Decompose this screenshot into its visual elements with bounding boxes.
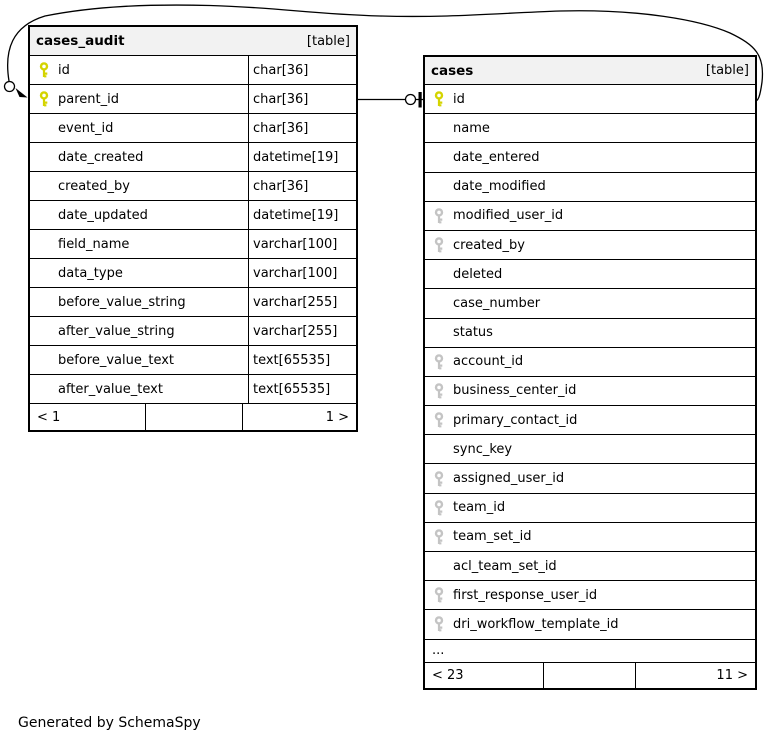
column-type: varchar[100] bbox=[248, 259, 356, 287]
column-name: date_created bbox=[58, 149, 144, 165]
column-row bbox=[425, 435, 755, 464]
column-name: ... bbox=[432, 643, 445, 659]
column-name: created_by bbox=[58, 178, 130, 194]
column-row bbox=[425, 173, 755, 202]
column-row bbox=[30, 288, 356, 317]
column-name: modified_user_id bbox=[453, 208, 564, 224]
column-name: before_value_text bbox=[58, 352, 175, 368]
column-row bbox=[30, 259, 356, 288]
column-row bbox=[425, 610, 755, 639]
foreign-key-icon bbox=[432, 471, 445, 487]
column-name-cell bbox=[30, 56, 248, 84]
column-row bbox=[425, 319, 755, 348]
column-name-cell bbox=[425, 202, 755, 230]
column-name: acl_team_set_id bbox=[453, 558, 557, 574]
table-header-cases[interactable] bbox=[425, 57, 755, 85]
column-row bbox=[30, 375, 356, 404]
column-type: varchar[100] bbox=[248, 230, 356, 258]
column-name-cell bbox=[30, 288, 248, 316]
column-type: char[36] bbox=[248, 114, 356, 142]
column-row bbox=[425, 552, 755, 581]
column-name: before_value_string bbox=[58, 294, 186, 310]
column-name: id bbox=[453, 91, 465, 107]
edge-arrow-marker bbox=[16, 88, 28, 98]
table-node-cases bbox=[423, 55, 757, 690]
table-type-badge: [table] bbox=[705, 63, 749, 78]
column-name: deleted bbox=[453, 266, 503, 282]
table-header-cases-audit[interactable] bbox=[30, 27, 356, 56]
column-name: name bbox=[453, 120, 490, 136]
column-name: account_id bbox=[453, 354, 524, 370]
column-name-cell bbox=[425, 552, 755, 580]
column-name-cell bbox=[30, 172, 248, 200]
table-node-cases-audit bbox=[28, 25, 358, 432]
column-row bbox=[425, 581, 755, 610]
column-name-cell bbox=[30, 114, 248, 142]
column-name-cell bbox=[30, 85, 248, 113]
column-name: dri_workflow_template_id bbox=[453, 616, 619, 632]
foreign-key-icon bbox=[432, 587, 445, 603]
table-footer bbox=[30, 404, 356, 430]
footer-spacer bbox=[543, 663, 636, 688]
column-name-cell bbox=[425, 319, 755, 347]
column-row bbox=[30, 56, 356, 85]
column-name-cell bbox=[425, 464, 755, 492]
column-type: text[65535] bbox=[248, 375, 356, 403]
footer-spacer bbox=[145, 404, 243, 430]
column-name: after_value_text bbox=[58, 381, 163, 397]
column-name-cell bbox=[30, 259, 248, 287]
column-row bbox=[425, 85, 755, 114]
column-name: id bbox=[58, 62, 70, 78]
column-name: date_updated bbox=[58, 207, 148, 223]
column-type: char[36] bbox=[248, 85, 356, 113]
column-row bbox=[30, 201, 356, 230]
column-name: case_number bbox=[453, 295, 541, 311]
column-row bbox=[425, 494, 755, 523]
primary-key-icon bbox=[432, 91, 445, 107]
foreign-key-icon bbox=[432, 354, 445, 370]
column-row bbox=[30, 317, 356, 346]
column-name: data_type bbox=[58, 265, 123, 281]
foreign-key-icon bbox=[432, 616, 445, 632]
column-name: date_modified bbox=[453, 179, 546, 195]
column-name: team_set_id bbox=[453, 529, 532, 545]
column-row bbox=[425, 406, 755, 435]
column-name-cell bbox=[425, 610, 755, 638]
footer-relations-out: 1 > bbox=[325, 409, 349, 425]
column-row bbox=[30, 143, 356, 172]
column-name-cell bbox=[425, 114, 755, 142]
column-row bbox=[425, 231, 755, 260]
column-name-cell bbox=[425, 581, 755, 609]
footer-relations-in: < 23 bbox=[432, 667, 464, 683]
column-row bbox=[425, 114, 755, 143]
column-name: field_name bbox=[58, 236, 130, 252]
column-row bbox=[30, 230, 356, 259]
column-row bbox=[30, 85, 356, 114]
column-name: primary_contact_id bbox=[453, 412, 578, 428]
column-name: event_id bbox=[58, 120, 114, 136]
column-name-cell bbox=[425, 85, 755, 113]
column-row bbox=[425, 377, 755, 406]
foreign-key-icon bbox=[432, 529, 445, 545]
column-row bbox=[30, 346, 356, 375]
column-type: datetime[19] bbox=[248, 143, 356, 171]
column-name-cell bbox=[425, 406, 755, 434]
footer-relations-in: < 1 bbox=[37, 409, 61, 425]
column-name-cell bbox=[425, 494, 755, 522]
column-type: varchar[255] bbox=[248, 288, 356, 316]
column-name-cell bbox=[30, 317, 248, 345]
column-name: sync_key bbox=[453, 441, 513, 457]
column-name: date_entered bbox=[453, 149, 540, 165]
column-type: varchar[255] bbox=[248, 317, 356, 345]
table-title[interactable]: cases bbox=[431, 62, 474, 79]
foreign-key-icon bbox=[432, 208, 445, 224]
column-row bbox=[425, 289, 755, 318]
column-row bbox=[30, 172, 356, 201]
column-name: assigned_user_id bbox=[453, 471, 565, 487]
column-name-cell bbox=[30, 346, 248, 374]
column-name: business_center_id bbox=[453, 383, 577, 399]
column-name-cell bbox=[425, 377, 755, 405]
footer-relations-out: 11 > bbox=[716, 667, 748, 683]
columns-ellipsis-row bbox=[425, 640, 755, 663]
column-row bbox=[30, 114, 356, 143]
edge-odot-marker-mid bbox=[406, 95, 416, 105]
column-name-cell bbox=[425, 173, 755, 201]
column-name-cell bbox=[30, 201, 248, 229]
column-name-cell bbox=[30, 143, 248, 171]
column-row bbox=[425, 523, 755, 552]
foreign-key-icon bbox=[432, 383, 445, 399]
column-row bbox=[425, 260, 755, 289]
generated-by-note: Generated by SchemaSpy bbox=[18, 715, 201, 731]
column-type: char[36] bbox=[248, 56, 356, 84]
table-footer bbox=[425, 663, 755, 688]
column-name-cell bbox=[425, 348, 755, 376]
table-type-badge: [table] bbox=[306, 33, 350, 49]
column-name-cell bbox=[30, 230, 248, 258]
column-row bbox=[425, 143, 755, 172]
column-row bbox=[425, 202, 755, 231]
foreign-key-icon bbox=[432, 500, 445, 516]
column-name: parent_id bbox=[58, 91, 119, 107]
column-type: text[65535] bbox=[248, 346, 356, 374]
column-name-cell bbox=[425, 143, 755, 171]
column-list bbox=[30, 56, 356, 404]
column-list bbox=[425, 85, 755, 663]
column-name-cell bbox=[425, 523, 755, 551]
column-type: datetime[19] bbox=[248, 201, 356, 229]
column-name: first_response_user_id bbox=[453, 587, 598, 603]
primary-key-icon bbox=[37, 91, 50, 107]
column-name-cell bbox=[425, 435, 755, 463]
column-name-cell bbox=[425, 640, 755, 662]
column-row bbox=[425, 464, 755, 493]
column-name-cell bbox=[425, 289, 755, 317]
foreign-key-icon bbox=[432, 412, 445, 428]
edge-tee-marker bbox=[419, 92, 422, 108]
column-name-cell bbox=[425, 231, 755, 259]
column-name-cell bbox=[30, 375, 248, 403]
column-type: char[36] bbox=[248, 172, 356, 200]
primary-key-icon bbox=[37, 62, 50, 78]
column-name: after_value_string bbox=[58, 323, 175, 339]
edge-odot-marker-left bbox=[5, 82, 15, 92]
table-title[interactable]: cases_audit bbox=[36, 33, 125, 49]
column-name-cell bbox=[425, 260, 755, 288]
column-row bbox=[425, 348, 755, 377]
column-name: status bbox=[453, 325, 493, 341]
column-name: created_by bbox=[453, 237, 525, 253]
column-name: team_id bbox=[453, 500, 506, 516]
foreign-key-icon bbox=[432, 237, 445, 253]
